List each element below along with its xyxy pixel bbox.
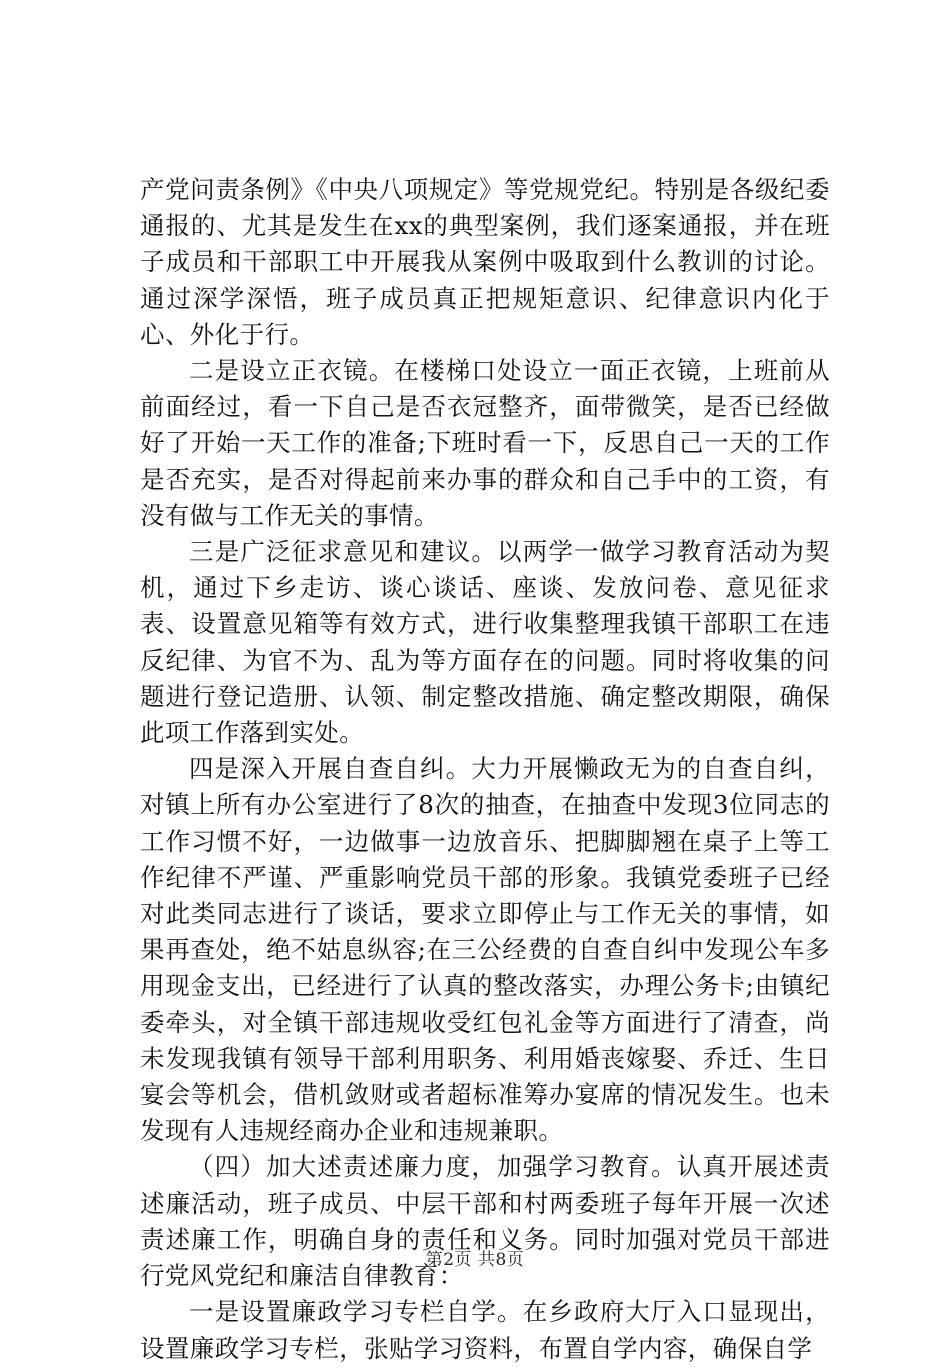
paragraph-4: 四是深入开展自查自纠。大力开展懒政无为的自查自纠，对镇上所有办公室进行了8次的抽查，在抽查中发现3位同志的工作习惯不好，一边做事一边放音乐、把脚脚翘在桌子上等工作纪律不严谨、严重影响党员干部的形象。我镇党委班子已经对此类同志进行了谈话，要求立即停止与工作无关的事情，如果再查处，绝不姑息纵容;在三公经费的自查自纠中发现公车多用现金支出，已经进行了认真的整改落实，办理公务卡;由镇纪委牵头，对全镇干部违规收受红包礼金等方面进行了清查，尚未发现我镇有领导干部利用职务、利用婚丧嫁娶、乔迁、生日宴会等机会，借机敛财或者超标准筹办宴席的情况发生。也未发现有人违规经商办企业和违规兼职。 [140, 754, 830, 1146]
paragraph-1: 产党问责条例》《中央八项规定》等党规党纪。特别是各级纪委通报的、尤其是发生在xx的典型案例，我们逐案通报，并在班子成员和干部职工中开展我从案例中吸取到什么教训的讨论。通过深学深悟，班子成员真正把规矩意识、纪律意识内化于心、外化于行。 [140, 175, 830, 349]
paragraph-2: 二是设立正衣镜。在楼梯口处设立一面正衣镜，上班前从前面经过，看一下自己是否衣冠整齐，面带微笑，是否已经做好了开始一天工作的准备;下班时看一下，反思自己一天的工作是否充实，是否对得起前来办事的群众和自己手中的工资，有没有做与工作无关的事情。 [140, 356, 830, 530]
paragraph-3: 三是广泛征求意见和建议。以两学一做学习教育活动为契机，通过下乡走访、谈心谈话、座谈、发放问卷、意见征求表、设置意见箱等有效方式，进行收集整理我镇干部职工在违反纪律、为官不为、乱为等方面存在的问题。同时将收集的问题进行登记造册、认领、制定整改措施、确定整改期限，确保此项工作落到实处。 [140, 537, 830, 748]
document-body [140, 172, 830, 1367]
page-number-footer: 第2页 共8页 [425, 1250, 525, 1270]
paragraph-6: 一是设置廉政学习专栏自学。在乡政府大厅入口显现出，设置廉政学习专栏，张贴学习资料，布置自学内容，确保自学 [140, 1297, 830, 1363]
paragraph-5: （四）加大述责述廉力度，加强学习教育。认真开展述责述廉活动，班子成员、中层干部和村两委班子每年开展一次述责述廉工作，明确自身的责任和义务。同时加强对党员干部进行党风党纪和廉洁自律教育： [140, 1152, 830, 1291]
